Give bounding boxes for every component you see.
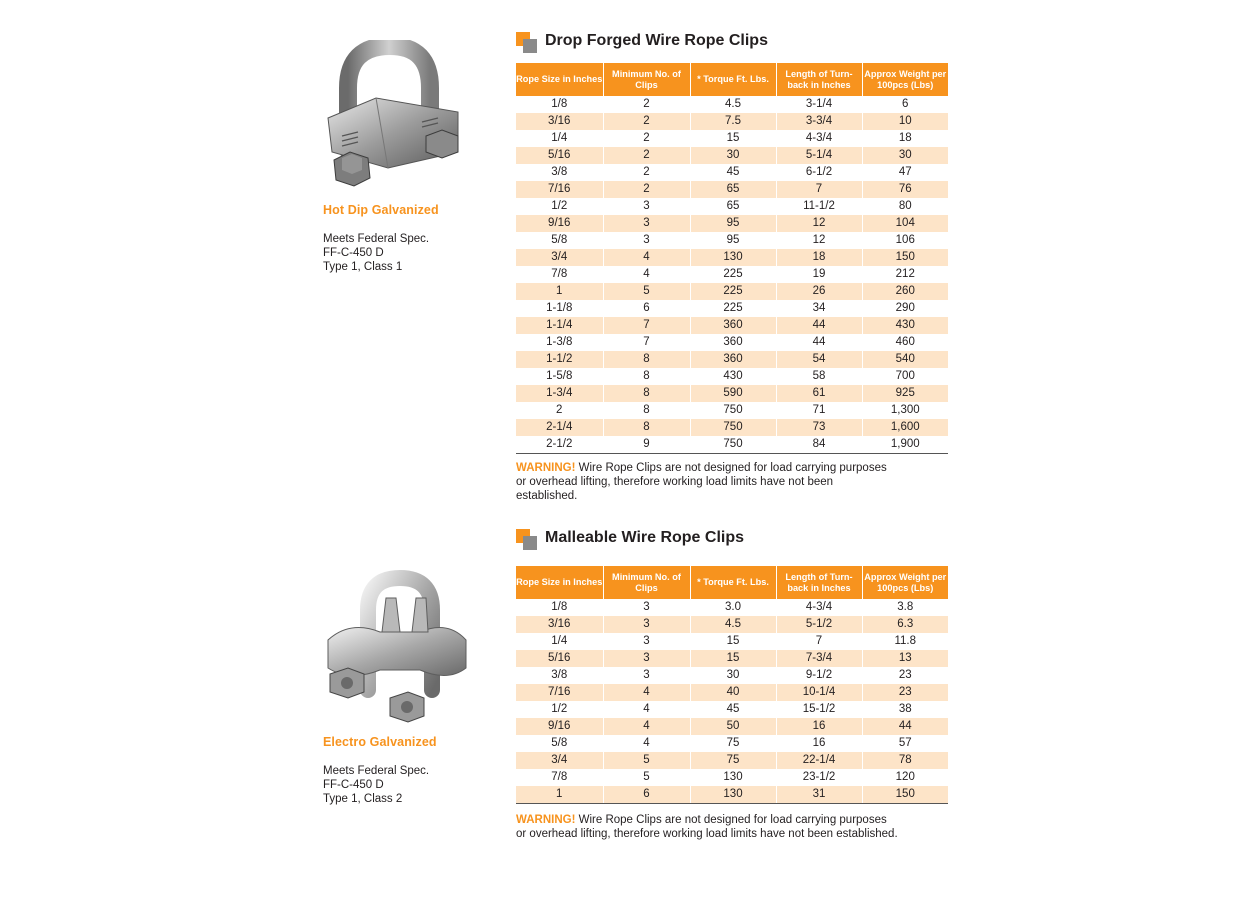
table-cell: 61 xyxy=(776,385,862,402)
product-spec-electro xyxy=(323,764,429,806)
column-header: * Torque Ft. Lbs. xyxy=(690,566,776,599)
table-cell: 4 xyxy=(603,701,690,718)
spec-line: Type 1, Class 1 xyxy=(323,261,403,273)
table-cell: 360 xyxy=(690,334,776,351)
table-cell: 1,600 xyxy=(862,419,948,436)
table-cell: 47 xyxy=(898,166,912,178)
table-cell: 15 xyxy=(690,130,776,147)
table-cell: 5/16 xyxy=(516,650,603,667)
table-cell: 8 xyxy=(603,385,690,402)
table-cell: 1/2 xyxy=(516,198,603,215)
table-cell: 44 xyxy=(862,718,948,735)
warning-label: WARNING! xyxy=(516,814,576,826)
table-row xyxy=(516,419,948,436)
table-row xyxy=(516,215,948,232)
spec-line: FF-C-450 D xyxy=(323,779,384,791)
table-cell: 750 xyxy=(690,419,776,436)
table-cell: 10 xyxy=(862,113,948,130)
table-cell: 5/8 xyxy=(516,735,603,752)
column-header: * Torque Ft. Lbs. xyxy=(690,63,776,96)
table-cell: 4-3/4 xyxy=(776,130,862,147)
table-header-row xyxy=(516,63,948,96)
table-cell: 45 xyxy=(690,701,776,718)
table-cell: 225 xyxy=(690,300,776,317)
table-cell: 31 xyxy=(776,786,862,804)
table-cell: 23 xyxy=(862,684,948,701)
table-cell: 57 xyxy=(898,737,912,749)
table-cell: 2 xyxy=(603,164,690,181)
table-cell: 44 xyxy=(776,334,862,351)
table-cell: 22-1/4 xyxy=(776,752,862,769)
table-cell: 4.5 xyxy=(690,96,776,113)
table-cell: 3/16 xyxy=(516,616,603,633)
table-row xyxy=(516,147,948,164)
table-row xyxy=(516,769,948,786)
drop-forged-spec-table xyxy=(516,63,948,454)
table-cell: 3.8 xyxy=(897,601,914,613)
table-row xyxy=(516,786,948,804)
table-cell: 15 xyxy=(690,650,776,667)
table-cell: 1/8 xyxy=(516,599,603,616)
table-cell: 7 xyxy=(603,317,690,334)
table-cell: 150 xyxy=(862,249,948,266)
table-cell: 11.8 xyxy=(894,635,917,647)
table-cell: 4 xyxy=(603,266,690,283)
table-cell: 1 xyxy=(516,283,603,300)
table-row xyxy=(516,266,948,283)
table-cell: 65 xyxy=(690,181,776,198)
column-header: Minimum No. of Clips xyxy=(603,566,690,599)
table-row xyxy=(516,300,948,317)
table-cell: 3 xyxy=(603,215,690,232)
table-cell: 3-1/4 xyxy=(776,96,862,113)
table-header-row xyxy=(516,566,948,599)
table-cell: 4 xyxy=(603,718,690,735)
table-cell: 3 xyxy=(603,198,690,215)
table-row xyxy=(516,130,948,147)
table-row xyxy=(516,402,948,419)
table-cell: 2 xyxy=(603,113,690,130)
table-cell: 3/16 xyxy=(516,113,603,130)
column-header: Rope Size in Inches xyxy=(516,566,603,599)
table-cell: 6-1/2 xyxy=(776,164,862,181)
table-cell: 23 xyxy=(898,669,912,681)
table-cell: 925 xyxy=(862,385,948,402)
table-cell: 2-1/2 xyxy=(516,436,603,454)
table-cell: 75 xyxy=(690,752,776,769)
table-cell: 15 xyxy=(690,633,776,650)
table-cell: 590 xyxy=(690,385,776,402)
table-row xyxy=(516,718,948,735)
table-cell: 8 xyxy=(603,419,690,436)
table-cell: 360 xyxy=(690,317,776,334)
warning-malleable xyxy=(516,813,898,841)
table-cell: 3/8 xyxy=(516,164,603,181)
table-cell: 3 xyxy=(603,650,690,667)
table-cell: 58 xyxy=(776,368,862,385)
table-cell: 1-3/8 xyxy=(516,334,603,351)
column-header: Approx Weight per 100pcs (Lbs) xyxy=(862,566,948,599)
table-cell: 1-5/8 xyxy=(516,368,603,385)
table-cell: 45 xyxy=(690,164,776,181)
table-cell: 40 xyxy=(690,684,776,701)
table-cell: 212 xyxy=(895,268,915,280)
table-cell: 12 xyxy=(776,215,862,232)
table-cell: 9/16 xyxy=(516,215,603,232)
warning-text: Wire Rope Clips are not designed for load carrying purposes xyxy=(575,814,887,826)
table-cell: 3/8 xyxy=(516,667,603,684)
table-cell: 2 xyxy=(603,147,690,164)
table-cell: 750 xyxy=(690,402,776,419)
electro-clip-image xyxy=(320,570,470,725)
table-cell: 1-1/4 xyxy=(516,317,603,334)
table-cell: 65 xyxy=(690,198,776,215)
table-cell: 16 xyxy=(776,718,862,735)
table-cell: 5-1/2 xyxy=(776,616,862,633)
spec-line: Meets Federal Spec. xyxy=(323,233,430,245)
table-cell: 130 xyxy=(690,249,776,266)
table-row xyxy=(516,684,948,701)
table-cell: 225 xyxy=(690,283,776,300)
table-cell: 2 xyxy=(603,130,690,147)
hot-dip-clip-image xyxy=(318,40,468,188)
table-row xyxy=(516,334,948,351)
table-cell: 10-1/4 xyxy=(776,684,862,701)
table-cell: 1 xyxy=(516,786,603,804)
table-cell: 460 xyxy=(895,336,915,348)
table-cell: 3/4 xyxy=(516,752,603,769)
table-cell: 130 xyxy=(690,786,776,804)
table-cell: 1/4 xyxy=(516,130,603,147)
warning-label: WARNING! xyxy=(516,462,576,474)
table-cell: 1/2 xyxy=(516,701,603,718)
table-cell: 34 xyxy=(776,300,862,317)
table-cell: 430 xyxy=(862,317,948,334)
column-header: Minimum No. of Clips xyxy=(603,63,690,96)
column-header: Rope Size in Inches xyxy=(516,63,603,96)
table-cell: 4.5 xyxy=(690,616,776,633)
table-cell: 30 xyxy=(690,147,776,164)
table-cell: 38 xyxy=(898,703,912,715)
spec-line: FF-C-450 D xyxy=(323,247,384,259)
table-cell: 5 xyxy=(603,752,690,769)
table-cell: 78 xyxy=(862,752,948,769)
column-header: Approx Weight per 100pcs (Lbs) xyxy=(862,63,948,96)
table-cell: 4 xyxy=(603,684,690,701)
section-bullet-icon xyxy=(516,529,538,551)
table-cell: 150 xyxy=(862,786,948,804)
column-header: Length of Turn-back in Inches xyxy=(776,566,862,599)
table-row xyxy=(516,113,948,130)
table-cell: 11-1/2 xyxy=(776,198,862,215)
product-name-hot-dip: Hot Dip Galvanized xyxy=(323,203,439,217)
table-cell: 5/16 xyxy=(516,147,603,164)
table-row xyxy=(516,351,948,368)
table-cell: 225 xyxy=(690,266,776,283)
table-cell: 1-1/8 xyxy=(516,300,603,317)
table-cell: 8 xyxy=(603,368,690,385)
table-row xyxy=(516,249,948,266)
section-title-malleable: Malleable Wire Rope Clips xyxy=(545,529,745,546)
table-cell: 54 xyxy=(776,351,862,368)
table-cell: 106 xyxy=(895,234,915,246)
table-cell: 9/16 xyxy=(516,718,603,735)
table-cell: 7/8 xyxy=(516,266,603,283)
table-cell: 430 xyxy=(690,368,776,385)
table-row xyxy=(516,701,948,718)
table-cell: 80 xyxy=(898,200,912,212)
table-row xyxy=(516,633,948,650)
table-cell: 8 xyxy=(603,402,690,419)
table-cell: 73 xyxy=(776,419,862,436)
table-cell: 5-1/4 xyxy=(776,147,862,164)
malleable-spec-table xyxy=(516,566,948,804)
table-row xyxy=(516,96,948,113)
table-cell: 19 xyxy=(776,266,862,283)
table-cell: 7.5 xyxy=(690,113,776,130)
warning-drop-forged xyxy=(516,461,887,503)
warning-line: established. xyxy=(516,490,578,502)
table-row xyxy=(516,667,948,684)
table-cell: 7-3/4 xyxy=(776,650,862,667)
table-cell: 3-3/4 xyxy=(776,113,862,130)
table-cell: 7 xyxy=(603,334,690,351)
table-cell: 130 xyxy=(690,769,776,786)
section-title-drop-forged: Drop Forged Wire Rope Clips xyxy=(545,32,768,49)
table-row xyxy=(516,752,948,769)
table-row xyxy=(516,735,948,752)
table-cell: 95 xyxy=(690,232,776,249)
warning-line: or overhead lifting, therefore working load limits have not been xyxy=(516,476,834,488)
table-cell: 5 xyxy=(603,283,690,300)
table-cell: 7/8 xyxy=(516,769,603,786)
table-cell: 5 xyxy=(603,769,690,786)
table-cell: 4-3/4 xyxy=(776,599,862,616)
table-cell: 3 xyxy=(603,232,690,249)
table-cell: 6 xyxy=(902,98,909,110)
table-cell: 2 xyxy=(516,402,603,419)
table-cell: 3 xyxy=(603,599,690,616)
table-cell: 95 xyxy=(690,215,776,232)
warning-line xyxy=(516,461,887,475)
table-cell: 75 xyxy=(690,735,776,752)
table-cell: 2-1/4 xyxy=(516,419,603,436)
table-row xyxy=(516,198,948,215)
table-cell: 44 xyxy=(776,317,862,334)
table-cell: 1,300 xyxy=(890,404,920,416)
table-cell: 290 xyxy=(895,302,915,314)
table-row xyxy=(516,436,948,454)
table-cell: 4 xyxy=(603,735,690,752)
product-spec-hot-dip xyxy=(323,232,429,274)
column-header: Length of Turn-back in Inches xyxy=(776,63,862,96)
table-cell: 3/4 xyxy=(516,249,603,266)
table-cell: 7/16 xyxy=(516,181,603,198)
warning-line xyxy=(516,813,898,827)
table-cell: 50 xyxy=(690,718,776,735)
table-row xyxy=(516,385,948,402)
table-row xyxy=(516,368,948,385)
product-name-electro: Electro Galvanized xyxy=(323,735,437,749)
table-cell: 750 xyxy=(690,436,776,454)
table-cell: 1-1/2 xyxy=(516,351,603,368)
table-cell: 7/16 xyxy=(516,684,603,701)
table-cell: 13 xyxy=(862,650,948,667)
table-cell: 18 xyxy=(776,249,862,266)
table-cell: 3 xyxy=(603,616,690,633)
table-cell: 104 xyxy=(862,215,948,232)
table-row xyxy=(516,164,948,181)
table-cell: 26 xyxy=(776,283,862,300)
warning-text: Wire Rope Clips are not designed for load carrying purposes xyxy=(575,462,887,474)
table-cell: 6.3 xyxy=(862,616,948,633)
section-bullet-icon xyxy=(516,32,538,54)
table-cell: 18 xyxy=(898,132,912,144)
table-cell: 360 xyxy=(690,351,776,368)
table-cell: 23-1/2 xyxy=(776,769,862,786)
table-cell: 6 xyxy=(603,300,690,317)
table-cell: 2 xyxy=(603,96,690,113)
table-cell: 7 xyxy=(776,633,862,650)
table-cell: 1/4 xyxy=(516,633,603,650)
table-cell: 30 xyxy=(862,147,948,164)
table-cell: 1,900 xyxy=(862,436,948,454)
table-cell: 700 xyxy=(895,370,915,382)
table-row xyxy=(516,232,948,249)
table-cell: 3 xyxy=(603,667,690,684)
spec-line: Type 1, Class 2 xyxy=(323,793,403,805)
table-cell: 2 xyxy=(603,181,690,198)
table-cell: 71 xyxy=(776,402,862,419)
table-cell: 260 xyxy=(862,283,948,300)
table-cell: 15-1/2 xyxy=(776,701,862,718)
table-row xyxy=(516,599,948,616)
table-cell: 9-1/2 xyxy=(776,667,862,684)
table-row xyxy=(516,181,948,198)
table-cell: 12 xyxy=(776,232,862,249)
table-cell: 1/8 xyxy=(516,96,603,113)
table-cell: 5/8 xyxy=(516,232,603,249)
table-cell: 9 xyxy=(603,436,690,454)
table-cell: 16 xyxy=(776,735,862,752)
table-row xyxy=(516,650,948,667)
table-cell: 4 xyxy=(603,249,690,266)
table-cell: 3.0 xyxy=(690,599,776,616)
table-cell: 120 xyxy=(895,771,915,783)
table-row xyxy=(516,283,948,300)
table-cell: 7 xyxy=(776,181,862,198)
table-cell: 6 xyxy=(603,786,690,804)
table-cell: 8 xyxy=(603,351,690,368)
spec-line: Meets Federal Spec. xyxy=(323,765,430,777)
table-cell: 76 xyxy=(862,181,948,198)
table-cell: 3 xyxy=(603,633,690,650)
table-cell: 1-3/4 xyxy=(516,385,603,402)
warning-line: or overhead lifting, therefore working load limits have not been established. xyxy=(516,828,898,840)
table-cell: 84 xyxy=(776,436,862,454)
table-cell: 30 xyxy=(690,667,776,684)
table-row xyxy=(516,317,948,334)
table-cell: 540 xyxy=(862,351,948,368)
table-row xyxy=(516,616,948,633)
